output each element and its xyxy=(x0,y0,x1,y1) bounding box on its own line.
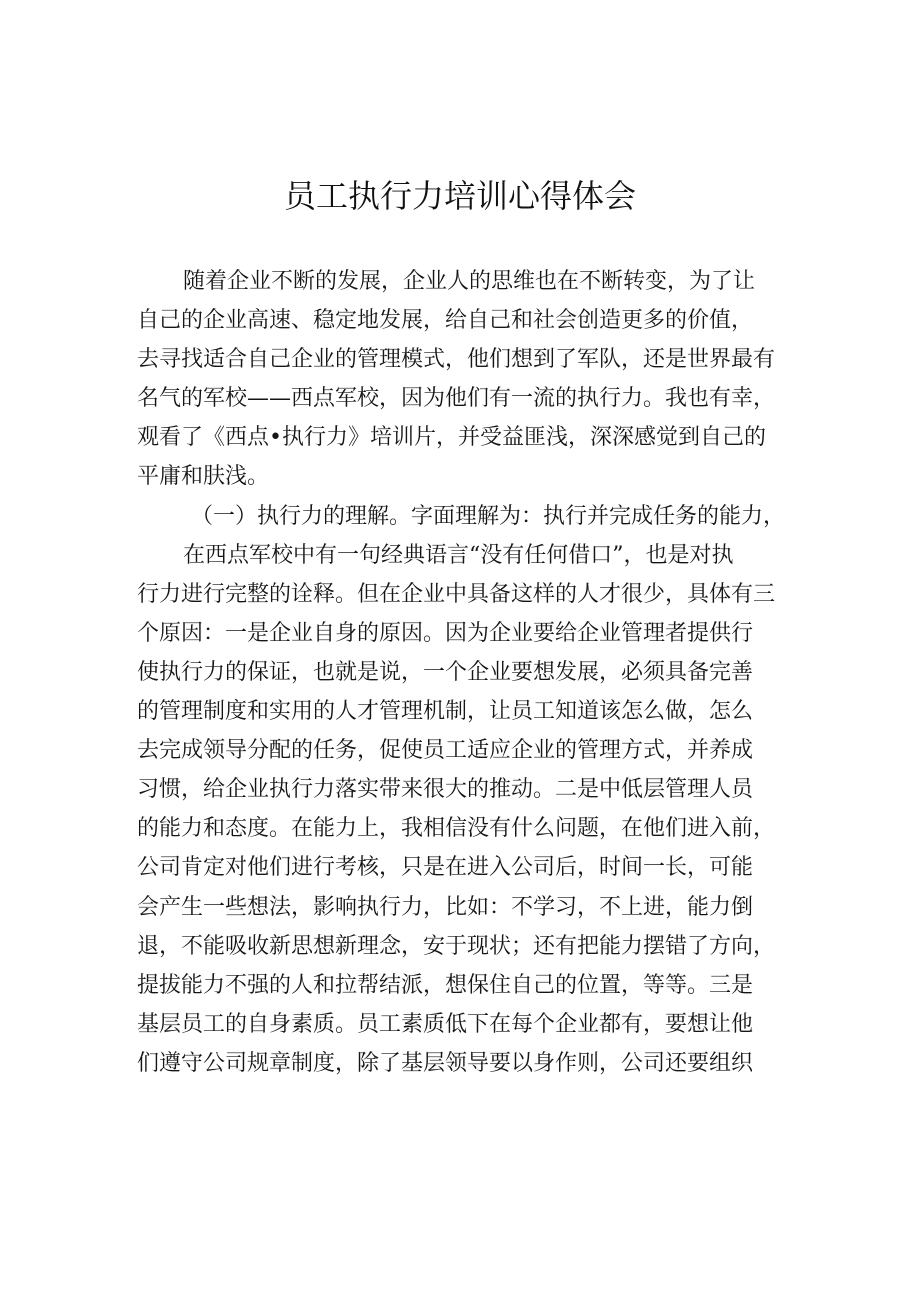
paragraph-line: 随着企业不断的发展，企业人的思维也在不断转变，为了让 xyxy=(183,269,756,294)
paragraph-line: 基层员工的自身素质。员工素质低下在每个企业都有，要想让他 xyxy=(137,1011,754,1037)
paragraph-line: 平庸和肤浅。 xyxy=(137,464,270,490)
section-heading-line: （一）执行力的理解。字面理解为：执行并完成任务的能力， xyxy=(191,503,786,529)
paragraph-line: 的能力和态度。在能力上，我相信没有什么问题，在他们进入前， xyxy=(137,816,776,842)
paragraph-line: 观看了《西点•执行力》培训片，并受益匪浅，深深感觉到自己的 xyxy=(137,425,766,451)
paragraph-line: 去寻找适合自己企业的管理模式，他们想到了军队，还是世界最有 xyxy=(137,347,776,373)
paragraph-line: 退，不能吸收新思想新理念，安于现状；还有把能力摆错了方向， xyxy=(137,933,776,959)
paragraph-line: 提拔能力不强的人和拉帮结派，想保住自己的位置，等等。三是 xyxy=(137,972,754,998)
paragraph-line: 在西点军校中有一句经典语言“没有任何借口”，也是对执 xyxy=(183,542,734,568)
paragraph-line: 们遵守公司规章制度，除了基层领导要以身作则，公司还要组织 xyxy=(137,1050,754,1076)
paragraph-line: 个原因：一是企业自身的原因。因为企业要给企业管理者提供行 xyxy=(137,620,754,646)
paragraph-line: 自己的企业高速、稳定地发展，给自己和社会创造更多的价值， xyxy=(137,308,754,334)
paragraph-line: 会产生一些想法，影响执行力，比如：不学习，不上进，能力倒 xyxy=(137,894,754,920)
document-title: 员工执行力培训心得体会 xyxy=(283,177,636,215)
paragraph-line: 行力进行完整的诠释。但在企业中具备这样的人才很少，具体有三 xyxy=(137,581,776,607)
paragraph-line: 使执行力的保证，也就是说，一个企业要想发展，必须具备完善 xyxy=(137,659,754,685)
document-body xyxy=(137,262,797,1083)
paragraph-line: 名气的军校——西点军校，因为他们有一流的执行力。我也有幸， xyxy=(137,386,776,412)
paragraph-line: 去完成领导分配的任务，促使员工适应企业的管理方式，并养成 xyxy=(137,738,754,764)
paragraph-line: 习惯，给企业执行力落实带来很大的推动。二是中低层管理人员 xyxy=(137,777,754,803)
paragraph-line: 公司肯定对他们进行考核，只是在进入公司后，时间一长，可能 xyxy=(137,855,754,881)
paragraph-line: 的管理制度和实用的人才管理机制，让员工知道该怎么做，怎么 xyxy=(137,699,754,725)
